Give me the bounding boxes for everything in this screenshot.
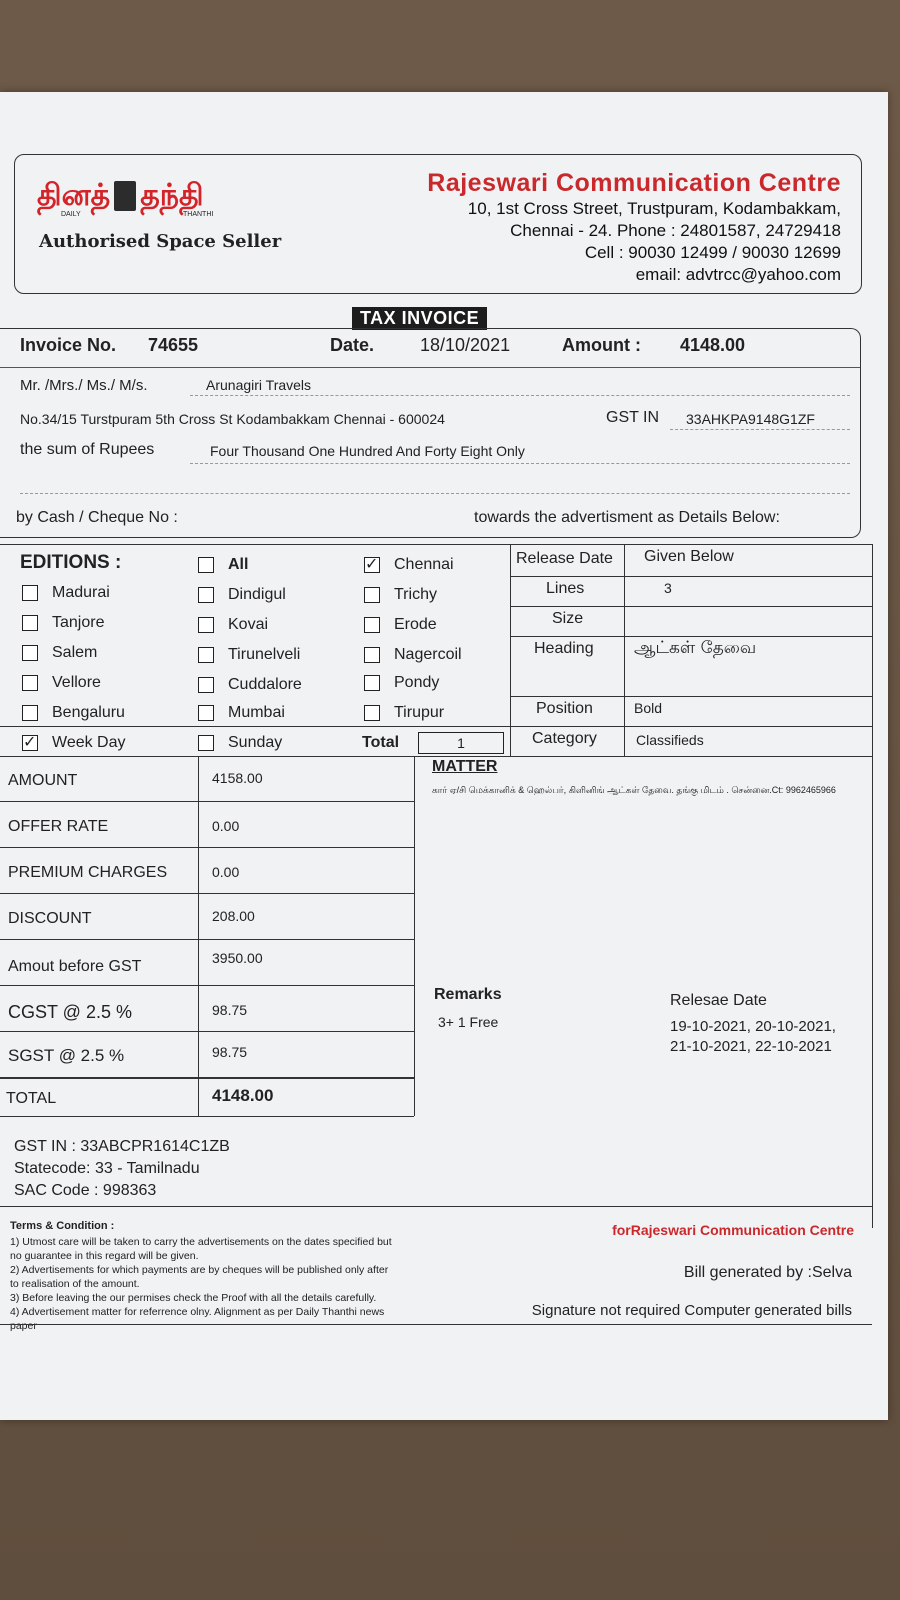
- size-label: Size: [552, 610, 584, 627]
- company-cell: Cell : 90030 12499 / 90030 12699: [584, 243, 841, 262]
- edition-tirupur[interactable]: [364, 704, 444, 722]
- editions-label: EDITIONS :: [20, 552, 122, 573]
- position-value: Bold: [634, 700, 663, 716]
- sum-in-words: Four Thousand One Hundred And Forty Eight Only: [210, 443, 525, 459]
- offer-rate-label: OFFER RATE: [8, 818, 109, 835]
- invoice-no-label: Invoice No.: [20, 335, 117, 355]
- payment-label: by Cash / Cheque No :: [16, 509, 178, 526]
- edition-label: Vellore: [52, 674, 101, 691]
- customer-address: No.34/15 Turstpuram 5th Cross St Kodambakkam Chennai - 600024: [20, 411, 445, 427]
- statecode: Statecode: 33 - Tamilnadu: [14, 1160, 200, 1177]
- checkbox-icon[interactable]: [22, 645, 38, 661]
- checkbox-icon[interactable]: [364, 647, 380, 663]
- heading-value: ஆட்கள் தேவை: [634, 638, 757, 658]
- invoice-amount: 4148.00: [680, 335, 746, 355]
- checkbox-icon[interactable]: [22, 585, 38, 601]
- discount-value: 208.00: [212, 908, 255, 924]
- offer-rate-value: 0.00: [212, 818, 240, 834]
- edition-label: Mumbai: [228, 704, 285, 721]
- edition-madurai[interactable]: [22, 584, 110, 602]
- edition-label: Madurai: [52, 584, 110, 601]
- checkbox-icon[interactable]: [22, 615, 38, 631]
- matter-text: கார் ஏ/சி மெக்கானிக் & ஹெல்பர், கிளினிங் ஆட்கள் தேவை. தங்கு மிடம் . சென்னை.Ct: 9962465966: [432, 785, 836, 795]
- edition-bengaluru[interactable]: [22, 704, 125, 722]
- sac-code: SAC Code : 998363: [14, 1182, 157, 1199]
- edition-label: Tirupur: [394, 704, 445, 721]
- grid-right-border: [872, 544, 873, 1228]
- premium-charges-value: 0.00: [212, 864, 240, 880]
- gst-dotted-line: [670, 429, 850, 430]
- amount-line-7: [0, 1077, 414, 1079]
- checkbox-icon[interactable]: [198, 617, 214, 633]
- edition-kovai[interactable]: [198, 616, 268, 634]
- edition-mumbai[interactable]: [198, 704, 285, 722]
- invoice-no: 74655: [148, 335, 199, 355]
- logo-sub-daily: DAILY: [61, 211, 81, 218]
- details-row-line-3: [510, 636, 872, 637]
- edition-label: Pondy: [394, 674, 440, 691]
- edition-tanjore[interactable]: [22, 614, 104, 632]
- checkbox-icon[interactable]: [364, 617, 380, 633]
- logo-text-right: தந்தி: [140, 178, 204, 213]
- edition-vellore[interactable]: [22, 674, 101, 692]
- lines-label: Lines: [546, 580, 585, 597]
- release-dates-line-1: 19-10-2021, 20-10-2021,: [670, 1018, 836, 1035]
- total-value: 4148.00: [212, 1086, 274, 1105]
- edition-nagercoil[interactable]: [364, 646, 462, 664]
- checkbox-icon[interactable]: [198, 705, 214, 721]
- remarks-text: 3+ 1 Free: [438, 1014, 499, 1030]
- edition-label: Cuddalore: [228, 676, 302, 693]
- edition-label: Chennai: [394, 556, 454, 573]
- checkbox-icon[interactable]: [198, 557, 214, 573]
- amount-line-3: [0, 893, 414, 894]
- edition-all[interactable]: [198, 556, 248, 574]
- invoice-date: 18/10/2021: [420, 335, 511, 355]
- amount-line-6: [0, 1031, 414, 1032]
- blank-dotted-line: [20, 493, 850, 494]
- edition-trichy[interactable]: [364, 586, 437, 604]
- signature-note: Signature not required Computer generated bills: [531, 1302, 852, 1319]
- company-block: [427, 169, 841, 286]
- lines-value: 3: [664, 580, 672, 596]
- amount-before-gst-value: 3950.00: [212, 950, 263, 966]
- checkbox-checked-icon[interactable]: [22, 735, 38, 751]
- invoice-paper: [0, 92, 888, 1420]
- amount-line-2: [0, 847, 414, 848]
- cgst-value: 98.75: [212, 1002, 248, 1018]
- matter-label: MATTER: [432, 758, 498, 775]
- total-editions-value: 1: [418, 732, 504, 754]
- terms-line: 1) Utmost care will be taken to carry the advertisements on the dates specified but: [10, 1236, 392, 1248]
- release-date-value: Given Below: [644, 548, 734, 565]
- remarks-label: Remarks: [434, 986, 502, 1003]
- edition-label: Tirunelveli: [228, 646, 301, 663]
- sum-dotted-line: [190, 463, 850, 464]
- checkbox-icon[interactable]: [198, 677, 214, 693]
- edition-label: Erode: [394, 616, 437, 633]
- details-row-line-2: [510, 606, 872, 607]
- checkbox-icon[interactable]: [198, 647, 214, 663]
- header-box: [14, 154, 862, 294]
- amount-before-gst-label: Amout before GST: [8, 958, 142, 975]
- edition-label: Nagercoil: [394, 646, 462, 663]
- release-dates-label: Relesae Date: [670, 992, 767, 1009]
- edition-label: Tanjore: [52, 614, 105, 631]
- edition-label: Bengaluru: [52, 704, 125, 721]
- edition-cuddalore[interactable]: [198, 676, 302, 694]
- position-label: Position: [536, 700, 593, 717]
- checkbox-icon[interactable]: [364, 705, 380, 721]
- logo-text-left: தினத்: [37, 178, 111, 213]
- authorised-space-seller: Authorised Space Seller: [39, 231, 282, 252]
- edition-label: Kovai: [228, 616, 269, 633]
- name-dotted-line: [190, 395, 850, 396]
- edition-pondy[interactable]: [364, 674, 439, 692]
- amount-line-5: [0, 985, 414, 986]
- logo-sub-thanthi: THANTHI: [183, 211, 214, 218]
- edition-erode[interactable]: [364, 616, 437, 634]
- checkbox-icon[interactable]: [198, 735, 214, 751]
- edition-salem[interactable]: [22, 644, 97, 662]
- amount-line-4: [0, 939, 414, 940]
- checkbox-icon[interactable]: [364, 675, 380, 691]
- release-date-label: Release Date: [516, 550, 613, 567]
- towards-text: towards the advertisment as Details Below:: [474, 509, 780, 526]
- tax-invoice-title: TAX INVOICE: [352, 307, 487, 330]
- amount-line-1: [0, 801, 414, 802]
- edition-label: Dindigul: [228, 586, 286, 603]
- total-label: TOTAL: [6, 1090, 57, 1107]
- edition-label: All: [228, 556, 249, 573]
- company-email: email: advtrcc@yahoo.com: [635, 265, 841, 284]
- terms-line: 4) Advertisement matter for referrence olny. Alignment as per Daily Thanthi news: [10, 1306, 385, 1318]
- release-dates-line-2: 21-10-2021, 22-10-2021: [670, 1038, 832, 1055]
- checkbox-icon[interactable]: [22, 705, 38, 721]
- details-row-line-1: [510, 576, 872, 577]
- date-label: Date.: [330, 335, 375, 355]
- bill-generated-by: Bill generated by :Selva: [683, 1264, 852, 1281]
- amount-label: Amount :: [562, 335, 641, 355]
- terms-line: 3) Before leaving the our permises check the Proof with all the details carefully.: [10, 1292, 377, 1304]
- grid-top-border: [0, 544, 872, 545]
- checkbox-icon[interactable]: [22, 675, 38, 691]
- premium-charges-label: PREMIUM CHARGES: [8, 864, 168, 881]
- edition-label: Week Day: [52, 734, 126, 751]
- customer-gst: 33AHKPA9148G1ZF: [686, 411, 815, 427]
- edition-sunday[interactable]: [198, 734, 282, 752]
- company-name: Rajeswari Communication Centre: [427, 169, 841, 197]
- edition-label: Trichy: [394, 586, 437, 603]
- details-grid: [0, 544, 860, 1228]
- total-editions-label: Total: [362, 734, 400, 751]
- terms-line: to realisation of the amount.: [10, 1278, 140, 1290]
- customer-box: [0, 328, 861, 538]
- editions-bottom-border: [0, 756, 872, 757]
- edition-label: Sunday: [228, 734, 283, 751]
- weekday-row-line: [0, 726, 510, 727]
- edition-week-day[interactable]: [22, 734, 126, 752]
- terms-line: paper: [10, 1320, 37, 1332]
- for-company: forRajeswari Communication Centre: [612, 1222, 854, 1238]
- invoice-row: [0, 329, 860, 368]
- category-label: Category: [532, 730, 597, 747]
- checkbox-icon[interactable]: [364, 587, 380, 603]
- sgst-value: 98.75: [212, 1044, 248, 1060]
- terms-title: Terms & Condition :: [10, 1220, 115, 1232]
- category-value: Classifieds: [636, 732, 704, 748]
- discount-label: DISCOUNT: [8, 910, 92, 927]
- company-address-1: 10, 1st Cross Street, Trustpuram, Kodambakkam,: [467, 199, 841, 218]
- amount-value: 4158.00: [212, 770, 263, 786]
- amount-bottom: [0, 1116, 414, 1117]
- edition-tirunelveli[interactable]: [198, 646, 300, 664]
- cgst-label: CGST @ 2.5 %: [8, 1002, 132, 1022]
- amount-right-border: [414, 756, 415, 1116]
- heading-label: Heading: [534, 640, 594, 657]
- sum-label: the sum of Rupees: [20, 441, 155, 458]
- checkbox-icon[interactable]: [198, 587, 214, 603]
- footer-bottom-border: [0, 1324, 872, 1325]
- logo-emblem-icon: [114, 181, 136, 211]
- terms-line: 2) Advertisements for which payments are by cheques will be published only after: [10, 1264, 389, 1276]
- edition-chennai[interactable]: [364, 556, 454, 574]
- details-row-line-4: [510, 696, 872, 697]
- edition-label: Salem: [52, 644, 98, 661]
- terms-top-border: [0, 1206, 872, 1207]
- sgst-label: SGST @ 2.5 %: [8, 1046, 125, 1065]
- edition-dindigul[interactable]: [198, 586, 286, 604]
- amount-col-divider: [198, 756, 199, 1116]
- customer-name: Arunagiri Travels: [206, 377, 312, 393]
- customer-gst-label: GST IN: [606, 409, 660, 426]
- checkbox-checked-icon[interactable]: [364, 557, 380, 573]
- details-row-line-5: [510, 726, 872, 727]
- amount-label-row: AMOUNT: [8, 772, 78, 789]
- company-gst: GST IN : 33ABCPR1614C1ZB: [14, 1138, 230, 1155]
- terms-line: no guarantee in this regard will be given.: [10, 1250, 199, 1262]
- company-address-2: Chennai - 24. Phone : 24801587, 24729418: [510, 221, 841, 240]
- customer-name-label: Mr. /Mrs./ Ms./ M/s.: [20, 377, 148, 394]
